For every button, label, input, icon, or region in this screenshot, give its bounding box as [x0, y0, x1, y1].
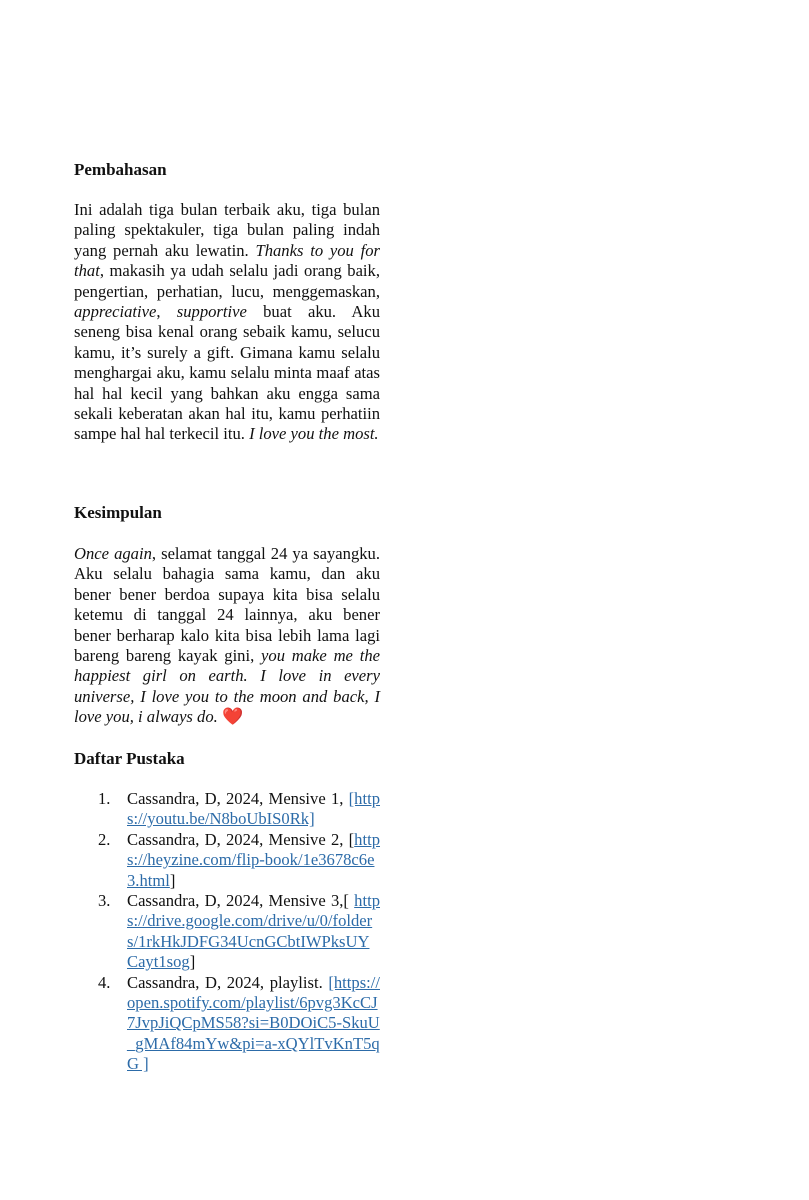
section-heading-daftar-pustaka: Daftar Pustaka	[74, 749, 185, 768]
italic-segment: appreciative	[74, 302, 157, 322]
reference-text: Cassandra, D, 2024, playlist.	[127, 972, 329, 992]
paragraph-kesimpulan	[74, 544, 380, 728]
reference-suffix: ]	[189, 952, 196, 972]
reference-number: 2.	[98, 829, 111, 849]
reference-number: 4.	[98, 972, 111, 992]
reference-number: 3.	[98, 891, 111, 911]
reference-list	[98, 789, 380, 1075]
reference-text: Cassandra, D, 2024, Mensive 3,[	[127, 891, 355, 911]
text-segment: buat aku. Aku seneng bisa kenal orang sebaik kamu, selucu kamu, it’s surely a gift. Gimana kamu selalu menghargai aku, kamu selalu minta maaf atas hal hal kecil yang bahkan aku engga sama sekali keberatan akan hal itu, kamu perhatiin sampe hal hal terkecil itu.	[74, 302, 380, 444]
reference-number: 1.	[98, 789, 111, 808]
text-segment: , makasih ya udah selalu jadi orang baik, pengertian, perhatian, lucu, menggemaskan,	[74, 261, 380, 301]
reference-suffix: ]	[169, 870, 176, 890]
italic-segment: I love you the most.	[249, 424, 379, 444]
text-segment: ,	[156, 302, 177, 322]
italic-segment: you make me the happiest girl on earth. I love in every universe, I love you to the moon and back, I love you, i always do.	[74, 646, 380, 727]
reference-link[interactable]: [https://open.spotify.com/playlist/6pvg3KcCJ7JvpJiQCpMS58?si=B0DOiC5-SkuU_gMAf84mYw&pi=a-xQYlTvKnT5qG ]	[127, 972, 380, 1074]
italic-segment: Once again	[74, 544, 152, 563]
reference-text: Cassandra, D, 2024, Mensive 1,	[127, 789, 349, 808]
section-heading-kesimpulan: Kesimpulan	[74, 503, 162, 522]
reference-item	[98, 789, 380, 830]
reference-item	[98, 830, 380, 891]
text-segment: , selamat tanggal 24 ya sayangku. Aku selalu bahagia sama kamu, dan aku bener bener berdoa supaya kita bisa selalu ketemu di tanggal 24 lainnya, aku bener bener berharap kalo kita bisa lebih lama lagi bareng bareng kayak gini,	[74, 544, 380, 666]
reference-item	[98, 891, 380, 973]
paragraph-pembahasan	[74, 200, 380, 445]
reference-link[interactable]: https://drive.google.com/drive/u/0/folders/1rkHkJDFG34UcnGCbtIWPksUYCayt1sog	[127, 891, 380, 972]
reference-item	[98, 973, 380, 1075]
reference-link[interactable]: [https://youtu.be/N8boUbIS0Rk]	[127, 789, 380, 829]
italic-segment: supportive	[176, 302, 247, 322]
section-heading-pembahasan: Pembahasan	[74, 160, 167, 179]
italic-segment: Thanks to you for that	[74, 240, 380, 281]
text-segment: Ini adalah tiga bulan terbaik aku, tiga bulan paling spektakuler, tiga bulan paling indah yang pernah aku lewatin.	[74, 200, 380, 260]
reference-link[interactable]: https://heyzine.com/flip-book/1e3678c6e3.html	[127, 829, 380, 890]
reference-text: Cassandra, D, 2024, Mensive 2, [	[127, 829, 355, 849]
heart-icon: ❤️	[221, 707, 244, 727]
